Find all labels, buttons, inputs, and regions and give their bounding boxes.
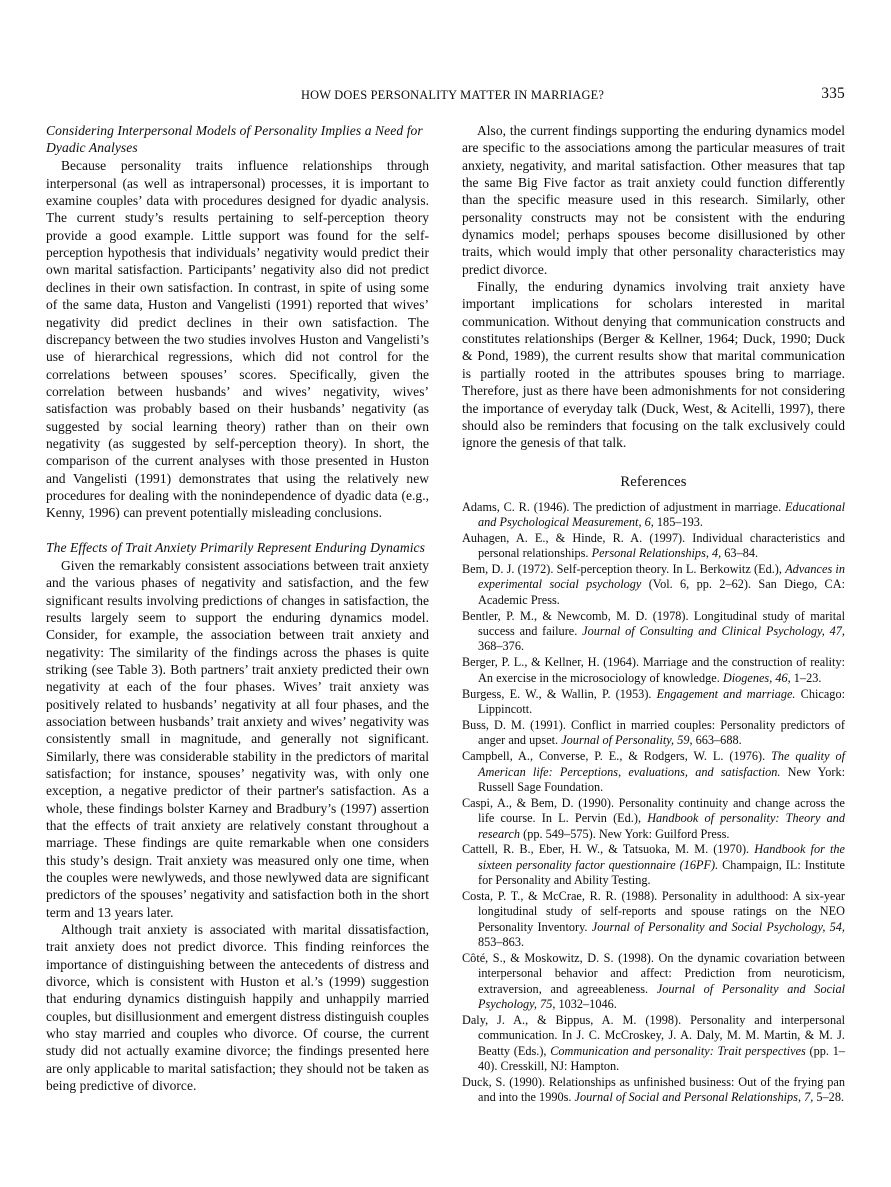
reference-entry [462,951,845,1012]
reference-text: 853–863. [478,935,525,950]
reference-text: 63–84. [721,546,759,561]
reference-entry [462,842,845,888]
right-column [462,122,845,1106]
reference-text: Auhagen, A. E., & Hinde, R. A. (1997). Individual characteristics and personal relationships. [462,530,845,561]
reference-text: Côté, S., & Moskowitz, D. S. (1998). On the dynamic covariation between interpersonal behavior and affect: Prediction from neuroticism, extraversion, and agreeableness. [462,951,845,996]
running-head-title: HOW DOES PERSONALITY MATTER IN MARRIAGE? [301,88,605,102]
paragraph-measure-specificity: Also, the current findings supporting the enduring dynamics model are specific to the associations among the particular measures of trait anxiety, negativity, and marital satisfaction. Other measures that tap the same Big Five factor as trait anxiety could function differently than the specific measure used in this research. Similarly, other personality constructs may not be consistent with the enduring dynamics model; perhaps spouses become disillusioned by other traits, which would imply that other personality characteristics may predict divorce. [462,123,845,277]
reference-entry [462,655,845,686]
paragraph-marital-communication: Finally, the enduring dynamics involving trait anxiety have important implications for scholars interested in marital communication. Without denying that communication constructs and constitutes relationships (Berger & Kellner, 1964; Duck, 1990; Duck & Pond, 1989), the current results show that marital communication is partially rooted in the attributes spouses bring to marriage. Therefore, just as there have been admonishments for not considering the importance of everyday talk (Duck, West, & Acitelli, 1997), there should also be reminders that focusing on the talk exclusively could ignore the genesis of that talk. [462,279,845,451]
reference-text: 1–23. [790,670,822,685]
reference-text: Buss, D. M. (1991). Conflict in married couples: Personality predictors of anger and upset. [462,717,845,748]
references-heading: References [620,473,687,490]
reference-entry [462,531,845,562]
reference-text: Duck, S. (1990). Relationships as unfinished business: Out of the frying pan and into the 1990s. [462,1074,845,1105]
reference-text: Champaign, IL: Institute for Personality and Ability Testing. [478,857,845,888]
paragraph-trait-anxiety-consistency: Given the remarkably consistent associations between trait anxiety and the various phases of negativity and satisfaction, and the few significant results involving predictions of changes in satisfaction, the results largely seem to support the enduring dynamics model. Consider, for example, the association between trait anxiety and negativity: The similarity of the findings across the phases is quite striking (see Table 3). Both partners’ trait anxiety predicted their own negativity at each of the four phases. Wives’ trait anxiety was positively related to husbands’ negativity at all four phases, and the association between husbands’ trait anxiety and wives’ negativity was consistently small in magnitude, and generally not significant. Similarly, there was considerable stability in the predictors of marital satisfaction; for instance, spouses’ negativity was, with only one exception, a negative predictor of their partner's satisfaction. As a whole, these findings bolster Karney and Bradbury’s (1997) assertion that the effects of trait anxiety are relatively constant throughout a marriage. These findings are quite remarkable when one considers this study’s design. Trait anxiety was measured only one time, when the couples were newlyweds, and those newlywed data are significant predictors of the spouses’ negativity and satisfaction both in the short term and 13 years later. [46,557,429,920]
reference-entry [462,718,845,749]
reference-title-italic: Engagement and marriage. [656,686,796,701]
reference-entry [462,500,845,531]
reference-entry [462,796,845,842]
reference-text: Bentler, P. M., & Newcomb, M. D. (1978). Longitudinal study of marital success and failure. [462,608,845,639]
reference-title-italic: Journal of Social and Personal Relationships, 7, [574,1090,814,1105]
reference-text: 368–376. [478,639,525,654]
reference-text: Caspi, A., & Bem, D. (1990). Personality continuity and change across the life course. In L. Pervin (Ed.), [462,795,845,826]
reference-text: Burgess, E. W., & Wallin, P. (1953). [462,686,657,701]
reference-title-italic: Journal of Consulting and Clinical Psychology, 47, [582,624,845,639]
reference-text: Berger, P. L., & Kellner, H. (1964). Marriage and the construction of reality: An exercise in the microsociology of knowledge. [462,655,845,685]
reference-title-italic: Handbook of personality: Theory and research [478,811,845,841]
reference-title-italic: Journal of Personality and Social Psychology, 54, [591,919,845,934]
reference-text: Chicago: Lippincott. [478,686,845,716]
reference-text: 185–193. [653,514,703,529]
reference-entry [462,687,845,718]
section-heading-enduring-dynamics: The Effects of Trait Anxiety Primarily Represent Enduring Dynamics [46,539,426,555]
paragraph-interpersonal-models: Because personality traits influence relationships through interpersonal (as well as intrapersonal) processes, it is important to examine couples’ data with procedures designed for dyadic analysis. The current study’s results pertaining to self-perception theory provide a good example. Little support was found for the self-perception hypothesis that individuals’ negativity would predict their own marital satisfaction. Participants’ negativity also did not predict declines in their own satisfaction. In contrast, in spite of using some of the same data, Huston and Vangelisti (1991) reported that wives’ negativity did predict declines in their own satisfaction. The discrepancy between the two studies involves Huston and Vangelisti’s use of hierarchical regressions, which did not control for the correlations between spouses’ scores. Specifically, given the correlation between husbands’ and wives’ negativity, wives’ satisfaction was probably based on their husbands’ negativity (as suggested by social learning theory) rather than on their own negativity (as suggested by self-perception theory). In short, the comparison of the current analyses with those presented in Huston and Vangelisti (1991) demonstrates that using the relatively new procedures for dealing with the nonindependence of dyadic data (e.g., Kenny, 1996) can prevent potentially misleading conclusions. [46,158,429,521]
reference-text: Costa, P. T., & McCrae, R. R. (1988). Personality in adulthood: A six-year longitudinal study of self-reports and spouse ratings on the NEO Personality Inventory. [462,889,845,934]
section-heading-dyadic-analyses: Considering Interpersonal Models of Personality Implies a Need for Dyadic Analyses [46,123,423,156]
two-column-body [46,122,845,1122]
reference-text: Cattell, R. B., Eber, H. W., & Tatsuoka, M. M. (1970). [462,842,755,857]
reference-entry [462,1013,845,1074]
reference-text: Daly, J. A., & Bippus, A. M. (1998). Personality and interpersonal communication. In J. C. McCroskey, J. A. Daly, M. M. Martin, & M. J. Beatty (Eds.), [462,1013,845,1058]
reference-text: Adams, C. R. (1946). The prediction of adjustment in marriage. [462,499,785,514]
running-head [46,85,845,106]
reference-text: 1032–1046. [555,997,617,1012]
reference-entry [462,749,845,795]
reference-title-italic: Educational and Psychological Measurement, 6, [478,499,845,529]
reference-title-italic: Communication and personality: Trait perspectives [550,1043,806,1058]
page-number: 335 [821,85,845,102]
reference-entry [462,1075,845,1106]
references-list [462,500,845,1106]
reference-title-italic: Advances in experimental social psychology [478,562,845,592]
reference-text: 5–28. [813,1090,845,1105]
reference-entry [462,889,845,950]
reference-title-italic: Diogenes, 46, [722,670,791,685]
reference-text: (pp. 549–575). New York: Guilford Press. [520,826,730,841]
reference-text: 663–688. [692,733,742,748]
paragraph-trait-anxiety-divorce: Although trait anxiety is associated with marital dissatisfaction, trait anxiety does not predict divorce. This finding reinforces the importance of distinguishing between the antecedents of distress and divorce, which is consistent with Huston et al.’s (1999) suggestion that enduring dynamics distinguish happily and unhappily married couples, but disillusionment and emergent distress distinguish couples who stay married and couples who divorce. Of course, the current study did not actually examine divorce; the findings presented here are only applicable to marital satisfaction; they should not be taken as being predictive of divorce. [46,922,429,1094]
reference-entry [462,609,845,655]
reference-text: New York: Russell Sage Foundation. [478,764,845,794]
reference-text: Campbell, A., Converse, P. E., & Rodgers, W. L. (1976). [462,749,772,764]
reference-text: (Vol. 6, pp. 2–62). San Diego, CA: Academic Press. [478,577,845,607]
reference-title-italic: Journal of Personality and Social Psychology, 75, [478,981,845,1012]
reference-title-italic: Handbook for the sixteen personality factor questionnaire (16PF). [478,842,845,872]
reference-entry [462,562,845,608]
left-column [46,122,429,1094]
reference-title-italic: The quality of American life: Perceptions, evaluations, and satisfaction. [478,749,845,779]
reference-title-italic: Journal of Personality, 59, [561,733,693,748]
reference-text: Bem, D. J. (1972). Self-perception theory. In L. Berkowitz (Ed.), [462,562,786,577]
reference-text: (pp. 1–40). Cresskill, NJ: Hampton. [478,1043,845,1074]
reference-title-italic: Personal Relationships, 4, [591,546,722,561]
